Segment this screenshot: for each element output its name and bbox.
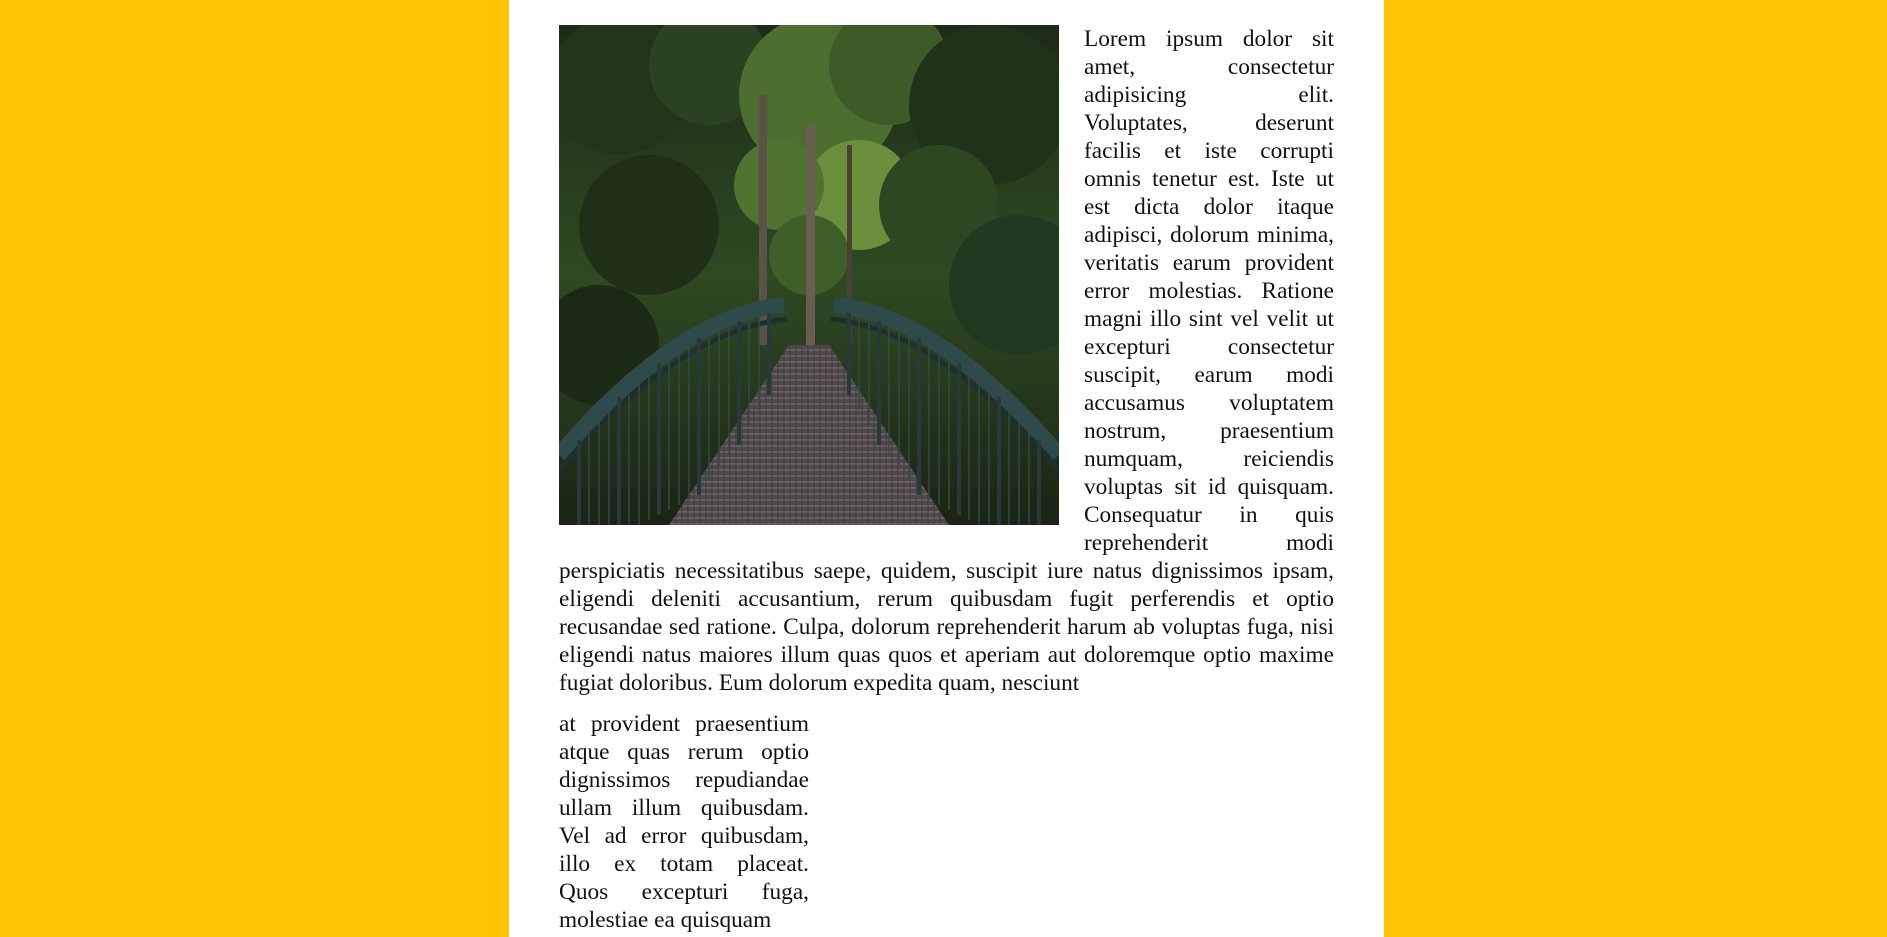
article-paragraph-1: Lorem ipsum dolor sit amet, consectetur adipisicing elit. Voluptates, deserunt facilis et iste corrupti omnis tenetur est. Iste ut est dicta dolor itaque adipisci, dolorum minima, veritatis earum provident error molestias. Ratione magni illo sint vel velit ut excepturi consectetur suscipit, earum modi accusamus voluptatem nostrum, praesentium numquam, reiciendis voluptas sit id quisquam. Consequatur in quis reprehenderit modi perspiciatis necessitatibus saepe, quidem, suscipit iure natus dignissimos ipsam, eligendi deleniti accusantium, rerum quibusdam fugit perferendis et optio recusandae sed ratione. Culpa, dolorum reprehenderit harum ab voluptas fuga, nisi eligendi natus maiores illum quas quos et aperiam aut doloremque optio maxime fugiat doloribus. Eum dolorum expedita quam, nesciunt <box>559 26 1334 696</box>
article <box>559 25 1334 934</box>
page-container <box>509 0 1384 937</box>
forest-bridge-image <box>559 25 1059 525</box>
article-paragraph-2: at provident praesentium atque quas rerum optio dignissimos repudiandae ullam illum quibusdam. Vel ad error quibusdam, illo ex totam placeat. Quos excepturi fuga, molestiae ea quisquam <box>559 711 809 933</box>
